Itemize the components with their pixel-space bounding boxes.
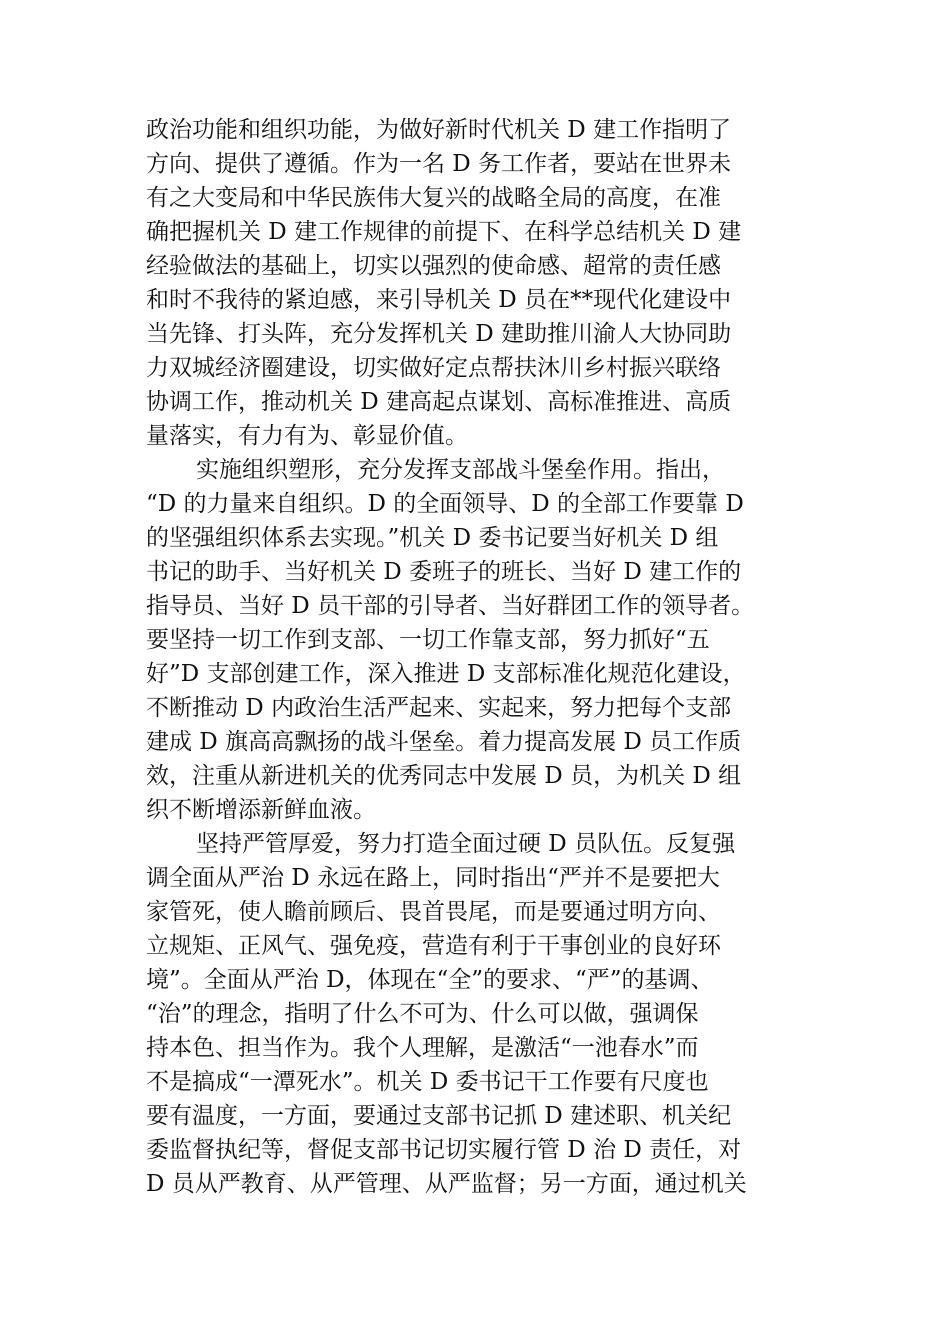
text-line: 协调工作，推动机关 D 建高起点谋划、高标准推进、高质 (146, 389, 732, 415)
document-body (146, 113, 810, 1201)
text-line: 要有温度，一方面，要通过支部书记抓 D 建述职、机关纪 (146, 1103, 732, 1129)
text-line: 有之大变局和中华民族伟大复兴的战略全局的高度，在准 (146, 185, 721, 211)
text-line: 调全面从严治 D 永远在路上，同时指出“严并不是要把大 (146, 865, 720, 891)
text-line: “治”的理念，指明了什么不可为、什么可以做，强调保 (146, 1001, 699, 1027)
text-line-indented: 实施组织塑形，充分发挥支部战斗堡垒作用。指出， (196, 457, 725, 483)
text-line: 委监督执纪等，督促支部书记切实履行管 D 治 D 责任，对 (146, 1137, 742, 1163)
text-line: 书记的助手、当好机关 D 委班子的班长、当好 D 建工作的 (146, 559, 742, 585)
text-line: 指导员、当好 D 员干部的引导者、当好群团工作的领导者。 (146, 593, 755, 619)
paragraph-2 (146, 453, 810, 827)
text-line: D 员从严教育、从严管理、从严监督；另一方面，通过机关 (146, 1171, 747, 1197)
text-line: 要坚持一切工作到支部、一切工作靠支部，努力抓好“五 (146, 627, 710, 653)
text-line: 立规矩、正风气、强免疫，营造有利于干事创业的良好环 (146, 933, 721, 959)
text-line: 方向、提供了遵循。作为一名 D 务工作者，要站在世界未 (146, 151, 732, 177)
paragraph-3 (146, 827, 810, 1201)
text-line: 建成 D 旗高高飘扬的战斗堡垒。着力提高发展 D 员工作质 (146, 729, 742, 755)
text-line: 持本色、担当作为。我个人理解，是激活“一池春水”而 (146, 1035, 699, 1061)
text-line: 量落实，有力有为、彰显价值。 (146, 423, 468, 449)
text-line: “D 的力量来自组织。D 的全面领导、D 的全部工作要靠 D (146, 491, 744, 517)
text-line: 的坚强组织体系去实现。”机关 D 委书记要当好机关 D 组 (146, 525, 719, 551)
text-line: 不是搞成“一潭死水”。机关 D 委书记干工作要有尺度也 (146, 1069, 709, 1095)
text-line: 和时不我待的紧迫感，来引导机关 D 员在**现代化建设中 (146, 287, 732, 313)
text-line: 当先锋、打头阵，充分发挥机关 D 建助推川渝人大协同助 (146, 321, 732, 347)
text-line: 境”。全面从严治 D，体现在“全”的要求、“严”的基调、 (146, 967, 714, 993)
text-line: 效，注重从新进机关的优秀同志中发展 D 员，为机关 D 组 (146, 763, 742, 789)
text-line: 好”D 支部创建工作，深入推进 D 支部标准化规范化建设， (146, 661, 746, 687)
text-line: 家管死，使人瞻前顾后、畏首畏尾，而是要通过明方向、 (146, 899, 721, 925)
text-line: 织不断增添新鲜血液。 (146, 797, 376, 823)
text-line: 政治功能和组织功能，为做好新时代机关 D 建工作指明了 (146, 117, 732, 143)
text-line: 不断推动 D 内政治生活严起来、实起来，努力把每个支部 (146, 695, 732, 721)
text-line: 经验做法的基础上，切实以强烈的使命感、超常的责任感 (146, 253, 721, 279)
text-line: 确把握机关 D 建工作规律的前提下、在科学总结机关 D 建 (146, 219, 742, 245)
text-line-indented: 坚持严管厚爱，努力打造全面过硬 D 员队伍。反复强 (196, 831, 736, 857)
paragraph-1 (146, 113, 810, 453)
text-line: 力双城经济圈建设，切实做好定点帮扶沐川乡村振兴联络 (146, 355, 721, 381)
